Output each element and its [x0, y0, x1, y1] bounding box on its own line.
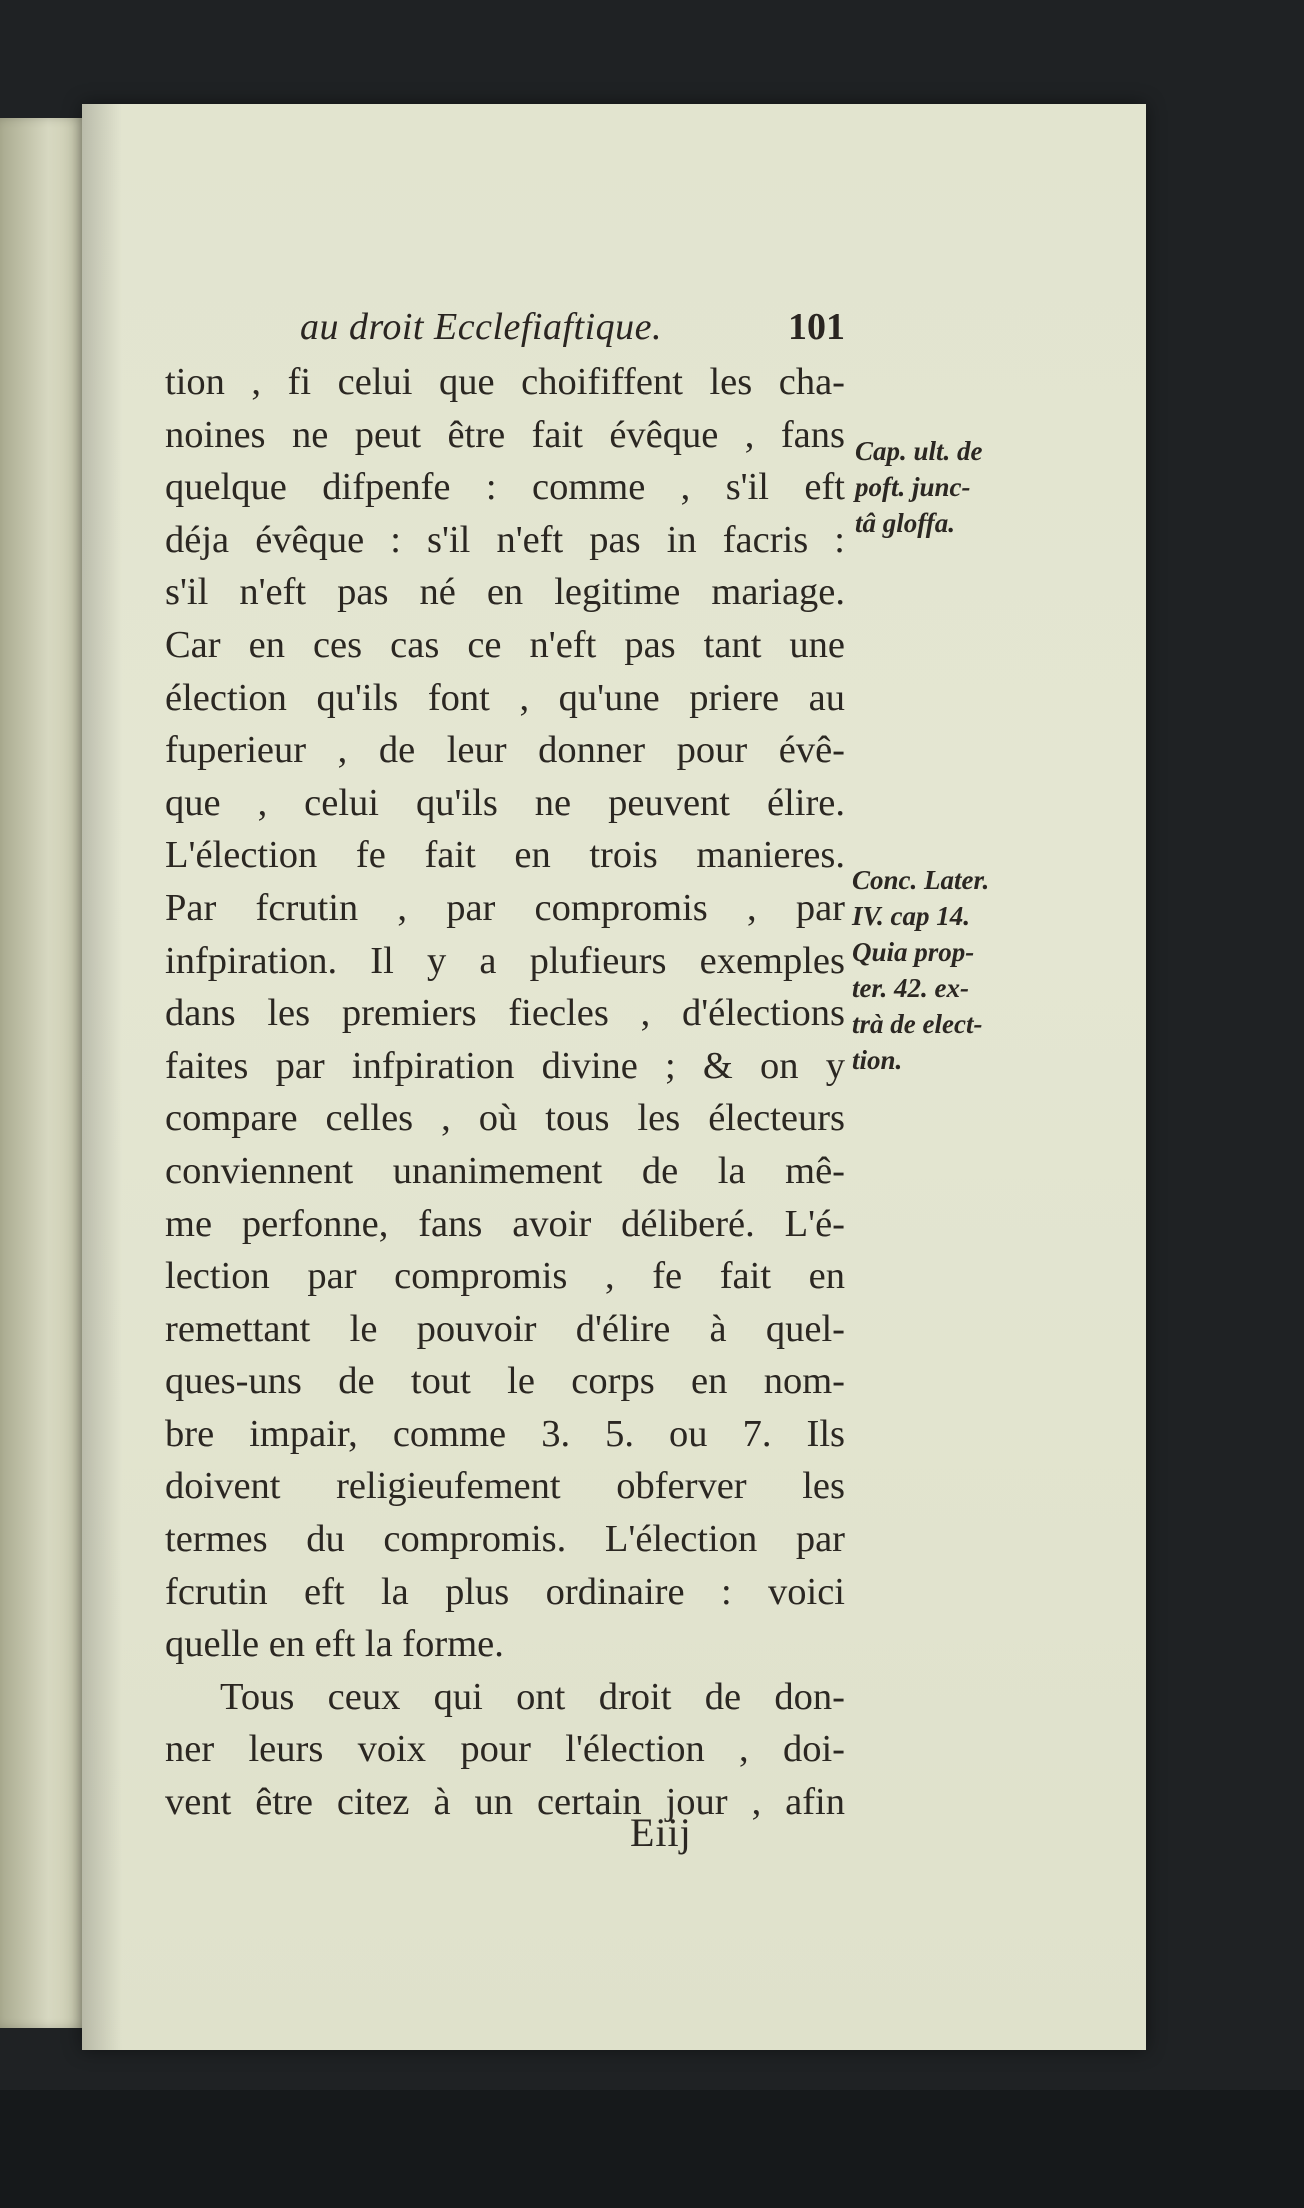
margin-note-council-reference: [852, 862, 1037, 1078]
running-head-title: au droit Ecclefiaftique.: [300, 306, 663, 348]
text-line: déja évêque : s'il n'eft pas in facris :: [165, 518, 845, 561]
scan-background: [0, 2090, 1304, 2208]
text-line: tion , fi celui que choififfent les cha-: [165, 361, 845, 403]
signature-mark: Eiij: [630, 1810, 692, 1855]
text-line: Car en ces cas ce n'eft pas tant une: [165, 623, 845, 666]
text-line: ques-uns de tout le corps en nom-: [165, 1360, 845, 1403]
margin-note-line: Cap. ult. de: [855, 436, 983, 466]
text-line: lection par compromis , fe fait en: [165, 1255, 845, 1298]
text-line: faites par infpiration divine ; & on y: [165, 1044, 845, 1087]
text-line: fcrutin eft la plus ordinaire : voici: [165, 1570, 845, 1613]
text-line: doivent religieufement obferver les: [165, 1465, 845, 1508]
text-line: fuperieur , de leur donner pour évê-: [165, 729, 845, 772]
margin-note-line: Quia prop-: [852, 937, 975, 967]
text-line: infpiration. Il y a plufieurs exemples: [165, 939, 845, 982]
text-line: quelque difpenfe : comme , s'il eft: [165, 466, 845, 509]
text-line: s'il n'eft pas né en legitime mariage.: [165, 571, 845, 614]
running-head: [300, 302, 845, 352]
text-line: que , celui qu'ils ne peuvent élire.: [165, 781, 845, 824]
text-line: termes du compromis. L'élection par: [165, 1518, 845, 1561]
margin-note-line: ter. 42. ex-: [852, 973, 969, 1003]
margin-note-line: tâ gloffa.: [855, 508, 955, 538]
text-line: dans les premiers fiecles , d'élections: [165, 992, 845, 1035]
text-line: élection qu'ils font , qu'une priere au: [165, 676, 845, 719]
text-line: compare celles , où tous les électeurs: [165, 1097, 845, 1140]
body-text: [165, 356, 845, 1829]
text-line: quelle en eft la forme.: [165, 1623, 504, 1666]
page-number: 101: [788, 306, 845, 348]
margin-note-line: trà de elect-: [852, 1009, 983, 1039]
text-line: remettant le pouvoir d'élire à quel-: [165, 1307, 845, 1350]
text-line: vent être citez à un certain jour , afin: [165, 1781, 845, 1824]
facing-page-edge: [0, 118, 88, 2028]
margin-note-line: tion.: [852, 1045, 903, 1075]
text-line: noines ne peut être fait évêque , fans: [165, 413, 845, 456]
text-line: ner leurs voix pour l'élection , doi-: [165, 1728, 845, 1771]
margin-note-line: IV. cap 14.: [852, 901, 971, 931]
text-line: L'élection fe fait en trois manieres.: [165, 834, 845, 877]
text-line: bre impair, comme 3. 5. ou 7. Ils: [165, 1412, 845, 1455]
margin-note-canon-reference: [855, 433, 1040, 541]
text-line: me perfonne, fans avoir déliberé. L'é-: [165, 1202, 845, 1245]
margin-note-line: poft. junc-: [855, 472, 971, 502]
text-line: conviennent unanimement de la mê-: [165, 1149, 845, 1192]
page-gutter-shadow: [82, 104, 122, 2050]
text-line: Par fcrutin , par compromis , par: [165, 886, 845, 929]
margin-note-line: Conc. Later.: [852, 865, 990, 895]
text-line: Tous ceux qui ont droit de don-: [220, 1675, 845, 1718]
